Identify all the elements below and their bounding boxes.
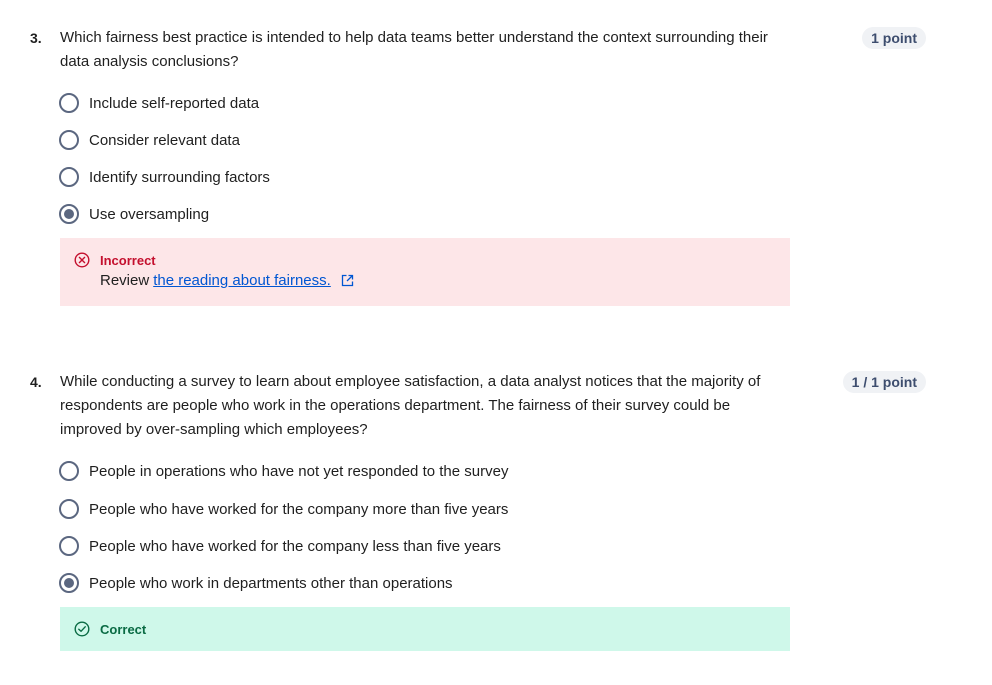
option-label: Consider relevant data: [89, 131, 240, 149]
points-badge: 1 point: [862, 27, 926, 49]
feedback-header: [74, 621, 146, 637]
radio-button[interactable]: [59, 536, 79, 556]
radio-button[interactable]: [59, 499, 79, 519]
radio-dot: [64, 578, 74, 588]
question-number: 4.: [30, 374, 42, 390]
question-text: While conducting a survey to learn about employee satisfaction, a data analyst notices that the majority of respondents are people who work in the operations department. The fairness of their survey could be improved by over-sampling which employees?: [60, 373, 761, 438]
question-number: 3.: [30, 30, 42, 46]
radio-button[interactable]: [59, 167, 79, 187]
feedback-review: [100, 272, 354, 289]
option-include-self-reported-data[interactable]: [59, 92, 259, 114]
option-label: People who work in departments other than operations: [89, 574, 453, 592]
option-label: People who have worked for the company more than five years: [89, 500, 509, 518]
option-label: People in operations who have not yet responded to the survey: [89, 462, 509, 480]
feedback-correct: [60, 607, 790, 651]
radio-button[interactable]: [59, 130, 79, 150]
option-label: Use oversampling: [89, 205, 210, 223]
check-circle-icon: [74, 621, 90, 637]
option-people-in-operations[interactable]: [59, 460, 508, 482]
option-label: Identify surrounding factors: [89, 168, 270, 186]
x-circle-icon: [74, 252, 90, 268]
feedback-header: [74, 252, 156, 268]
reading-link[interactable]: the reading about fairness.: [153, 272, 331, 289]
feedback-status: Correct: [100, 621, 147, 637]
radio-dot: [64, 209, 74, 219]
review-prefix: Review: [100, 272, 150, 289]
points-badge: 1 / 1 point: [843, 371, 926, 393]
radio-button-selected[interactable]: [59, 204, 79, 224]
radio-button[interactable]: [59, 93, 79, 113]
question-text: Which fairness best practice is intended to help data teams better understand the context surrounding their data analysis conclusions?: [60, 29, 768, 70]
external-link-icon[interactable]: [341, 274, 354, 287]
option-label: Include self-reported data: [89, 94, 260, 112]
option-use-oversampling[interactable]: [59, 203, 209, 225]
option-more-than-five-years[interactable]: [59, 498, 508, 520]
option-consider-relevant-data[interactable]: [59, 129, 240, 151]
feedback-incorrect: [60, 238, 790, 306]
feedback-status: Incorrect: [100, 252, 156, 268]
option-less-than-five-years[interactable]: [59, 535, 501, 557]
radio-button-selected[interactable]: [59, 573, 79, 593]
option-other-departments[interactable]: [59, 572, 453, 594]
radio-button[interactable]: [59, 461, 79, 481]
option-identify-surrounding-factors[interactable]: [59, 166, 270, 188]
option-label: People who have worked for the company less than five years: [89, 537, 501, 555]
